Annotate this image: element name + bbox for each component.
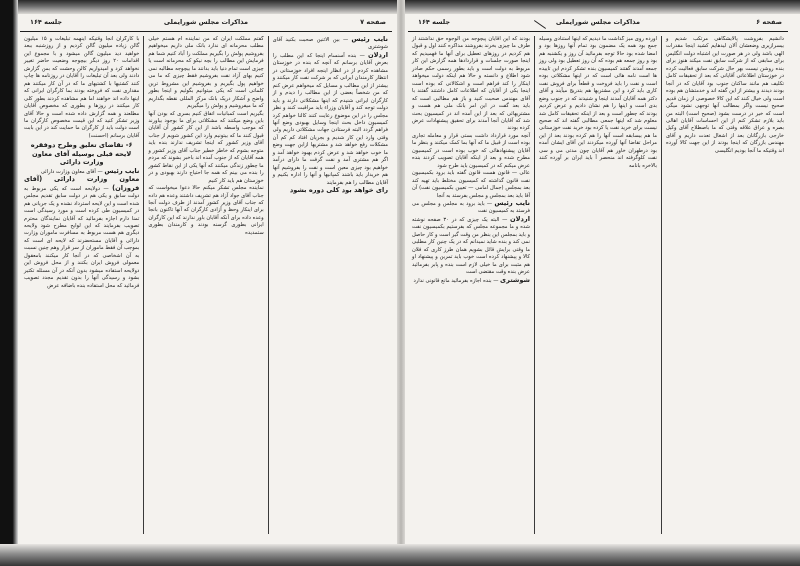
left-header-title: مذاکرات مجلس شورایملی — [163, 18, 249, 26]
left-header-rule — [20, 31, 392, 32]
right-columns — [408, 36, 788, 534]
speaker-name: نایب رئیس — [104, 166, 140, 175]
paragraph: — بین الاثنین صحبت بکنید آقای شوشتری — [272, 37, 388, 51]
left-page-number: صفحه ۷ — [360, 18, 386, 26]
left-columns — [20, 36, 392, 534]
paragraph: — آقای معاون وزارت دارائی — [40, 168, 103, 175]
paragraph: — دولایحه است که یکی مربوط به دولت سابق و یکی هم در دولت سابق تقدیم مجلس شده است و این لایحه استرداد نشده و یک جریانی هم در کمیسیون طی کرده است و مورد رسیدگی است تمنا دارم اجازه بفرمائید که آقایان نمایندگان محترم تصویب بفرمایند که این لوایح مطرح شود ولایحه دیگری هم هست مربوط به مسافرت ماموران وزارت دارائی و آقایان مستحضرند که لایحه ای است که بموجب آن فقط ماموران از سر قرار وهم چنین نسبت به آن اشخاصی که در آنجا کار میکنند بامعقول معمولی فروش ایران بکنند و از محل فروش این دولایحه استفاده میشود بدون آنکه در آن مسئله تکثیر بشود و رسیدگی آنها را بدون تقدیم مجدد تصویب فرمائید که محل استفاده بنده باضافه عرض — [24, 185, 140, 289]
right-page — [408, 14, 788, 534]
right-running-head — [408, 16, 788, 30]
paragraph: — باید برود به مجلس و مجلس می فرستد به کمیسیون نفت — [412, 200, 530, 215]
section-heading: ۶- تقاضای تعلیق وطرح دوفقره لایحه قبلی بوسیله آقای معاون وزارت دارائی — [30, 141, 133, 167]
paragraph: دانشیم بفروشت پالایشگاهی مرتکب شدیم و بیسرازیری وضعشان آلان لیدهایم کشید اینجا مقدرات الهی باشد ولی در هر صورت این اشتباه دولت انگلیس برای سابقی که از شرکت سابق نفت میکند هنوز برای بنده روشن نیست بهر حال شرکت سابق فعالیت کرده در خوزستان اطلاعاتی آقایانی که بعد از تحقیقات کامل تکلیف هم مانند ساکنان جنوب بود آقایان که در آنجا بودند دیدند و بیشتر از این گفته اند و خدمتشان هم بوده است ولی خیال کنند که این کالا خصوصی از زمان قدیم صحیح نیست واگر بمطالب آنها توجهی نشود میگی است که خیر در درست بشود (صحیح است) البته من باید بلازم تشکر کنم از این احساسات آقایان اهالی بصره و عراق علاقه وقتی که ما باصطلاح آقای وکیل خارجی بازرگانان بعد از اشغال تعدت داریم و آقای مهندس بازرگان که اینجا بودند از این جهت کالا آورده اند وقتیکه ما آنجا بودیم انگلیسی — [666, 36, 784, 154]
left-session-number: جلسه ۱۶۴ — [30, 18, 63, 26]
paragraph: با کارگران آنجا وقتیکه اینهمه تبلیغات و ۱۵ میلیون گالن زیاده میلیون گالن کردیم و از روزشنبه ببعد خواهید دید میلیون گالن میشود و با مجموع این اقدامات ۲۰ روز دیگر بیچوجه وضعیت حاضر تغییر نخواهد کرد و امیدواریم کالن وحشت که بمن گزارش دادند ولی بعد آن تبلیغات را آقایان در روزنامه ها چاپ کنند کشتیها با کشتیهای ما که در آن کار میکنند هم مقداری نفت که فروخته بودند بما کارگران ایرانی که اینها داده اند خواهند اما هم مشاهده کردند بطور کلی کار میکنند در روزها و بطوری که مخصوص آقایان مطلعند و همه گزارش داده شده است و حالا آقای وزیر تشکر کنید که این قیمت مخصوص کارگران ما است دولت باید از کارگران ما حمایت کند در این بابت آقایان برسانم (احسنت) — [24, 36, 140, 139]
speaker-name: معاون وزارت دارائی (آقای فروزان) — [24, 175, 140, 192]
book-gutter — [397, 0, 405, 566]
paragraph: — بنده اجازه بفرمائید مانع قانونی ندارد — [413, 277, 499, 284]
paragraph: آنچه مورد قرارداد داشت بستی قرار و معامله تجاری بوده است از قبیل ما که آنها بما کمک میکنند و بنظر ما آقایان پیشنهادهائی که خوب بوده است در کمیسیون مطرح شده و بعد از اینکه آقایان تصویب کردند بنده عرض میکنم که در کمیسیون باید طرح شود — [412, 132, 530, 169]
left-col-3 — [20, 36, 144, 534]
speaker-name: نایب رئیس — [494, 198, 530, 207]
speaker-name: نایب رئیس — [351, 36, 388, 43]
scan-left-edge — [0, 0, 18, 566]
paragraph: نماینده مجلس تشکر میکنم حالا دعوا میخواست که جناب آقای جواد آزاد هم تشریف داشتند وعده هم داده که جناب آقای وزیر کشور آمدند از طرف دولت آنجا برای اینکار وحظ و آزادی کارگران که آنها تاکنون بانجا وعده داده برای آنکه آقایان باور ندارند که این کارگران ایرانی بطوری گرسنه بودند و کارمندان بطوری ستمدیده — [148, 185, 264, 236]
closing-line: رای خواهد بود کلی دوره بشود — [289, 186, 388, 195]
speaker-name: اردلان — [510, 214, 530, 223]
scan-bottom-shadow — [0, 544, 800, 566]
right-header-rule — [408, 31, 788, 32]
left-page — [20, 14, 392, 534]
right-col-1 — [662, 36, 788, 534]
speaker-name: اردلان — [368, 50, 388, 59]
paragraph: بگیریم است کمبانیات اتفاق کنیم بسری که بودن آنها باین وضع میکنند که مشکلاتی برای ما بوجود بیاورند که موجب واسطه باشد از این کار کشور آن آقایان قبول کنند ما که بیتونیم وارد این کشور شویم از جناب آقای وزیر کشور که اینجا تشریف ندارند بنده باید متوجه بشوم که خاطر خطیر جناب آقای وزیر کشور و همه آقایان که از جنوب آمده اند باخبر بشوند که مردم ما چطور زندگی میکنند که آنها یکی از این نقاط کشور را بنده می بینم که همه جا احتیاج دارند بهبودی و در خوزستان هم باید کار کنیم — [148, 110, 264, 184]
right-col-2 — [535, 36, 662, 534]
right-col-3 — [408, 36, 535, 534]
right-header-title: مذاکرات مجلس شورایملی — [555, 18, 641, 26]
left-col-2 — [144, 36, 268, 534]
paragraph: گفتم مملکت ایران که من نماینده ام هستم خیلی مطلب محرمانه ای ندارد بانک ملی داریم میخواهیم بفروشیم پولش را بگیریم مملکت را آباد کنیم شما هم فرمایش این مطالب را بچه نیکو که محرمانه است یا چیزی است تمام دنیا باید بدانند ما بیچوجه مطالبه نمی کنیم بهای آزاد نفت بفروشیم فقط چیزی که ما می خواهیم پول بگیریم و بفروشیم این مشروط ترین کلماتی است که یکی میتوانیم بگوئیم و اینجا بطور واضح و آشکار دریک بانک مرکز المللی نقطه بگذاریم که ما میفروشیم و پولش را میگیریم — [148, 36, 264, 110]
right-page-number: صفحه ۶ — [756, 18, 782, 26]
paragraph: — بنده آسنسام اینجا که این مطلب را بعرض آقایان برسانم که آنچه که بنده در خوزستان مشاهده کردم از در انظار اینجه افراد خوزستانی در انتظار کارمندان ایرانی که بر شرکت نفت کار میکنند و بیشتر از این مطالب و مسایل که میخواهم عرض کنم که من شخصاً بعضی از این مطالب را دیدم و از کارگران ایرانی شنیدم که اینها مشکلاتی دارند و باید دولت توجه کند و آقایان وزراء باید مراقبت کنند و نظر مجلس را در این موضوع رعایت کنند کالنا خواهم کرد کمیسیون داخل بحث اینجا وسایل بهبودی وضع آنها فراهم گردد البته فرستادن جهات مشکلاتی داریم ولی وقتی وارد این کار شدیم و بجریان افتاد کم کم آن مشکلات رفع خواهد شد و مشتریها ازاین جهت وضع ما خوب خواهد شد و عرض کردم بهبود خواهد آمد و اگر هم مشتری آمد و نفت گرفت ما دارای درآمد خواهیم بود چیزی معین است و نفت را بفروشیم آنها هم خریدار باید باشند کمپانیها و آنها را اداره بکنیم و آقایان مطالب را هم بفرمایند — [272, 52, 388, 186]
right-session-number: جلسه ۱۶۴ — [418, 18, 451, 26]
speaker-name: شوشتری — [500, 275, 530, 284]
left-col-1 — [269, 36, 392, 534]
paragraph: — البته یک چیزی که در ۳۰ صفحه نوشته شده و ما مجموعه مجلس که بفرستیم بکمیسیون نفت و باید بمجلس این بنظر من وقت گیر است و کار حاصل نمی کند و بنده شاید نمیدانم که در یک چنین کار مطلبی ما وقتی برایش قائل بشویم همان طرز کاری که فلان کالا و پیشنهاد کرده است خوب باید تمرین و پیشنهاد او هم مثبت برای ما خیلی لازم است بنده و پابر بفرمائید عرض بنده وقت مقتضی است — [412, 216, 530, 276]
paragraph: عالی — قانون هست قانون گفته باید برود بکمیسیون نفت قانون گذاشته که کمیسیون مختلط باید تهیه کند بعد بمجلس (جمال امامی — تعیین بکمیسیون نفت) آن آقا باید بعد بمجلس و مجلس بفرستد به آنجا — [412, 170, 530, 199]
left-running-head — [20, 16, 392, 30]
paragraph: آورده روی میز گذاشت ما دیدیم که اینها استنادی وسیله جمع بود همه یک مضمون بود تمام آنها روزها بود و امضا شده بود حالا توجه بفرمائید آن روز و یکشنبه هم بود و روز جمعه هم بوده که آن روز تعطیل بود ولی روز جمعه آمدند گفتند کمیسیون بنده تشکر کردم این تاییده ها است نامه هائی است که در اینها مشکلاتی بوده است و نفت را باید فروخت و قطعاً برای فروش نفت کاری باید کرد و این مشتریها هم بتدریج میآیند و آقای دکتر همه آقایان آمدند اینجا و شنیدند که در جنوب وضع بدی است و اینها را هم نشان دادیم و عرض کردیم بودند که چطور است و بعد از اینکه تحقیقات کامل شد معلوم شد که اینها جمعی مطالبی گفته اند که صحیح نیست برای خرید نفت یا کرده بود خرید نفت خوزستانی ما هم بیسابقه است آنها را هم کرده بودند بعد از این مراحل تقاضا آنها آورده میکردند این آقای ایشان آمده بود درطهران خاور هم آقایان چون مدتی می و سی نفت کلوگرفته اند منحصر آ باید ایران بر آورده کنند بالاخره بانامه — [539, 36, 657, 169]
paragraph: بودند که این آقایان پیچوجه من الوجوه حق نداشتند از طرف ما چیزی بخرند بفروشند مذاکره کنند اول و قبول هم کردیم در روزهای تعطیل برای آنها ما فهمیدیم که اینجا صورت جلسات و قراردادها همه گزارش این کار مربوط به دولت است و باید بطور رسمی حکم صادر شود اطلاع و دانسته و حالا هم اینکه دولت میخواهد اینکار را کند فراهم است و اشکالاتی که بوده است اینجا یکی از آقایان که اطلاعات کامل داشتند گفتند با آقای مهندس صحبت کنید و باز هم مطالبی است که باید بعد گفت در این امر بانک ملی هم هست و مشتریهائی که بعد از این آمده اند در کمیسیون بحث شد که آقایان آنجا آمدند برای تحقیق پیشنهادات عرض کرده بودند — [412, 36, 530, 132]
